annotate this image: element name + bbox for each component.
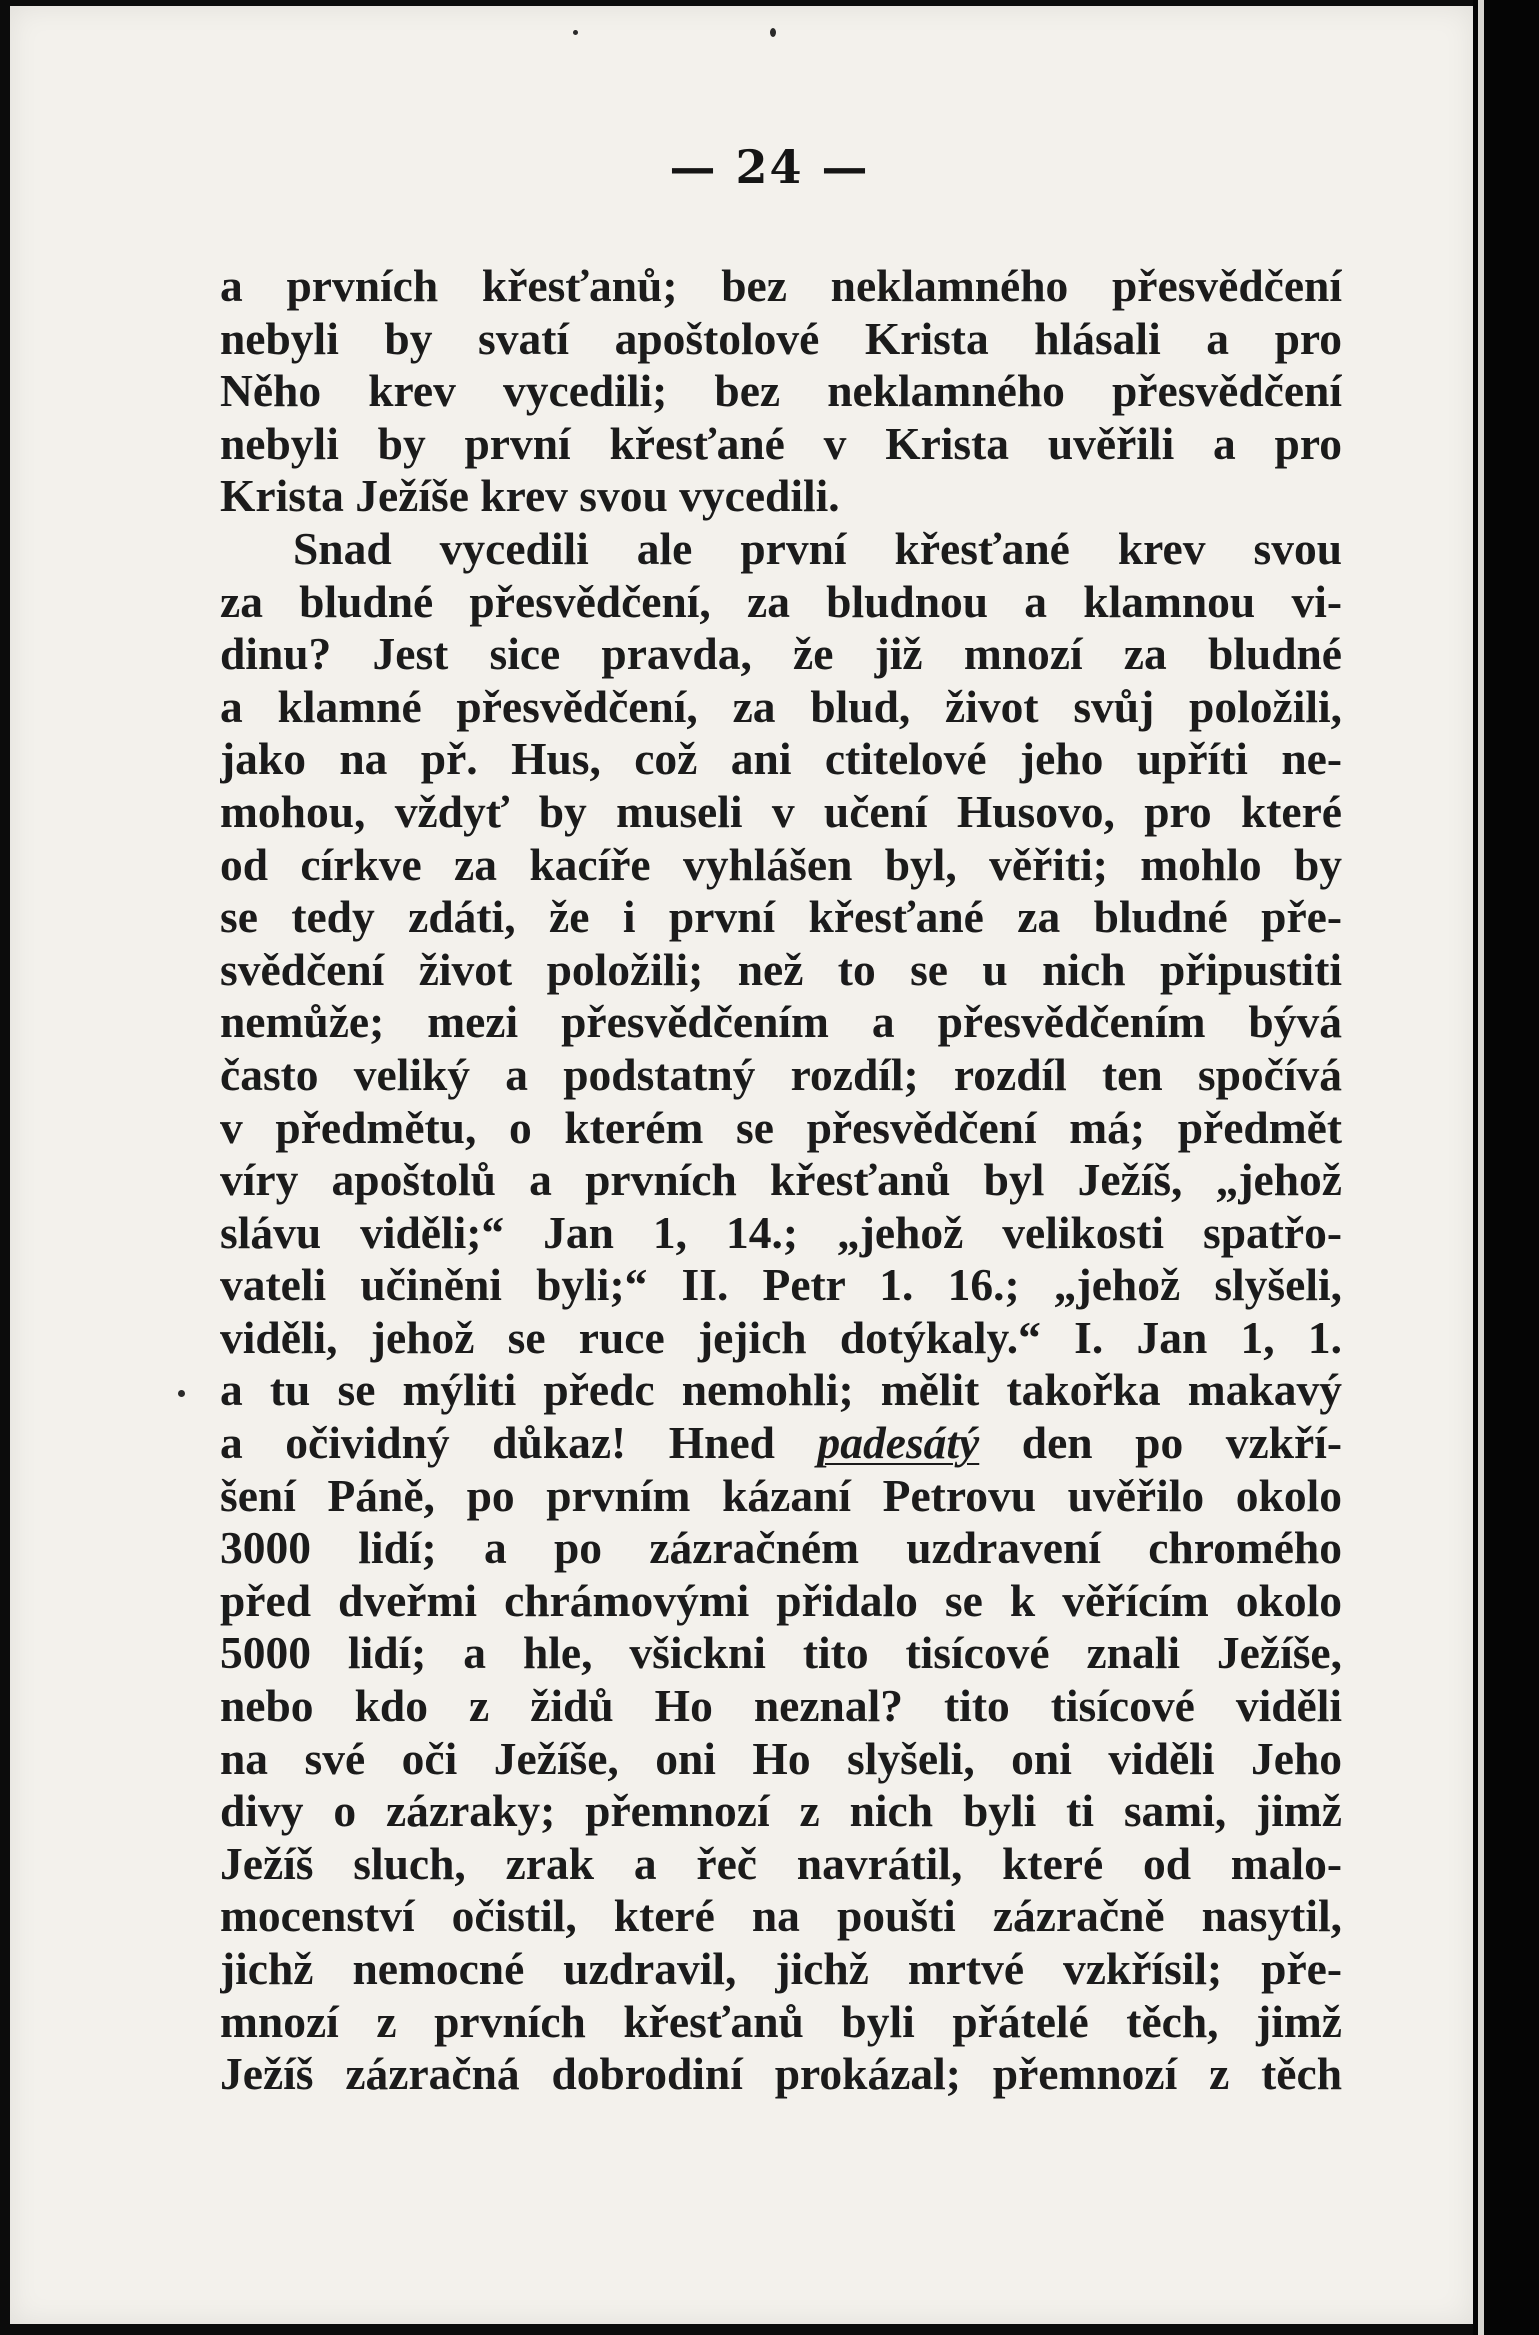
dust-speck <box>573 30 578 35</box>
text-line: od církve za kacíře vyhlášen byl, věřiti; mohlo by <box>220 838 1342 890</box>
text-line: a tu se mýliti předc nemohli; mělit takořka makavý <box>220 1364 1342 1416</box>
text-line: jako na př. Hus, což ani ctitelové jeho upříti ne- <box>220 733 1342 785</box>
text-line <box>220 1417 1342 1470</box>
text-line: často veliký a podstatný rozdíl; rozdíl ten spočívá <box>220 1048 1342 1100</box>
text-line: Ježíš zázračná dobrodiní prokázal; přemnozí z těch <box>220 2048 1342 2100</box>
text-line: za bludné přesvědčení, za bludnou a klamnou vi- <box>220 575 1342 627</box>
text-line: a klamné přesvědčení, za blud, život svůj položili, <box>220 680 1342 732</box>
text-line: divy o zázraky; přemnozí z nich byli ti sami, jimž <box>220 1785 1342 1837</box>
text-line: vateli učiněni byli;“ II. Petr 1. 16.; „jehož slyšeli, <box>220 1259 1342 1311</box>
text-line: nebyli by první křesťané v Krista uvěřili a pro <box>220 417 1342 469</box>
text-line: viděli, jehož se ruce jejich dotýkaly.“ I. Jan 1, 1. <box>220 1311 1342 1363</box>
text-line: nebyli by svatí apoštolové Krista hlásali a pro <box>220 312 1342 364</box>
text-line: nemůže; mezi přesvědčením a přesvědčením bývá <box>220 996 1342 1048</box>
text-line: před dveřmi chrámovými přidalo se k věřícím okolo <box>220 1574 1342 1626</box>
text-line: mnozí z prvních křesťanů byli přátelé těch, jimž <box>220 1995 1342 2047</box>
dust-speck <box>178 1390 185 1397</box>
text-line: Krista Ježíše krev svou vycedili. <box>220 470 840 522</box>
text-line: Ježíš sluch, zrak a řeč navrátil, které od malo- <box>220 1837 1342 1889</box>
text-fragment: den po vzkří- <box>979 1417 1342 1469</box>
text-line: 3000 lidí; a po zázračném uzdravení chromého <box>220 1522 1342 1574</box>
text-line: svědčení život položili; než to se u nich připustiti <box>220 943 1342 995</box>
text-line: slávu viděli;“ Jan 1, 14.; „jehož velikosti spatřo- <box>220 1206 1342 1258</box>
text-line: v předmětu, o kterém se přesvědčení má; předmět <box>220 1101 1342 1153</box>
text-line: na své oči Ježíše, oni Ho slyšeli, oni viděli Jeho <box>220 1732 1342 1784</box>
dust-speck <box>770 28 776 37</box>
text-line: a prvních křesťanů; bez neklamného přesvědčení <box>220 260 1342 311</box>
text-fragment: a očividný důkaz! Hned <box>220 1417 818 1469</box>
text-line: šení Páně, po prvním kázaní Petrovu uvěřilo okolo <box>220 1469 1342 1521</box>
text-line: Snad vycedili ale první křesťané krev svou <box>293 522 1342 574</box>
emphasized-word: padesátý <box>817 1417 980 1469</box>
page-number: — 24 — <box>669 140 870 194</box>
text-line: mohou, vždyť by museli v učení Husovo, pro které <box>220 785 1342 837</box>
text-line: Něho krev vycedili; bez neklamného přesvědčení <box>220 365 1342 417</box>
text-line: dinu? Jest sice pravda, že již mnozí za bludné <box>220 628 1342 680</box>
body-text <box>220 260 1342 2101</box>
text-line: se tedy zdáti, že i první křesťané za bludné pře- <box>220 891 1342 943</box>
text-line: jichž nemocné uzdravil, jichž mrtvé vzkřísil; pře- <box>220 1943 1342 1994</box>
text-line: mocenství očistil, které na poušti zázračně nasytil, <box>220 1890 1342 1942</box>
page-edge <box>1478 0 1484 2335</box>
text-line: nebo kdo z židů Ho neznal? tito tisícové viděli <box>220 1680 1342 1732</box>
text-line: 5000 lidí; a hle, všickni tito tisícové znali Ježíše, <box>220 1627 1342 1679</box>
text-line: víry apoštolů a prvních křesťanů byl Ježíš, „jehož <box>220 1154 1342 1206</box>
